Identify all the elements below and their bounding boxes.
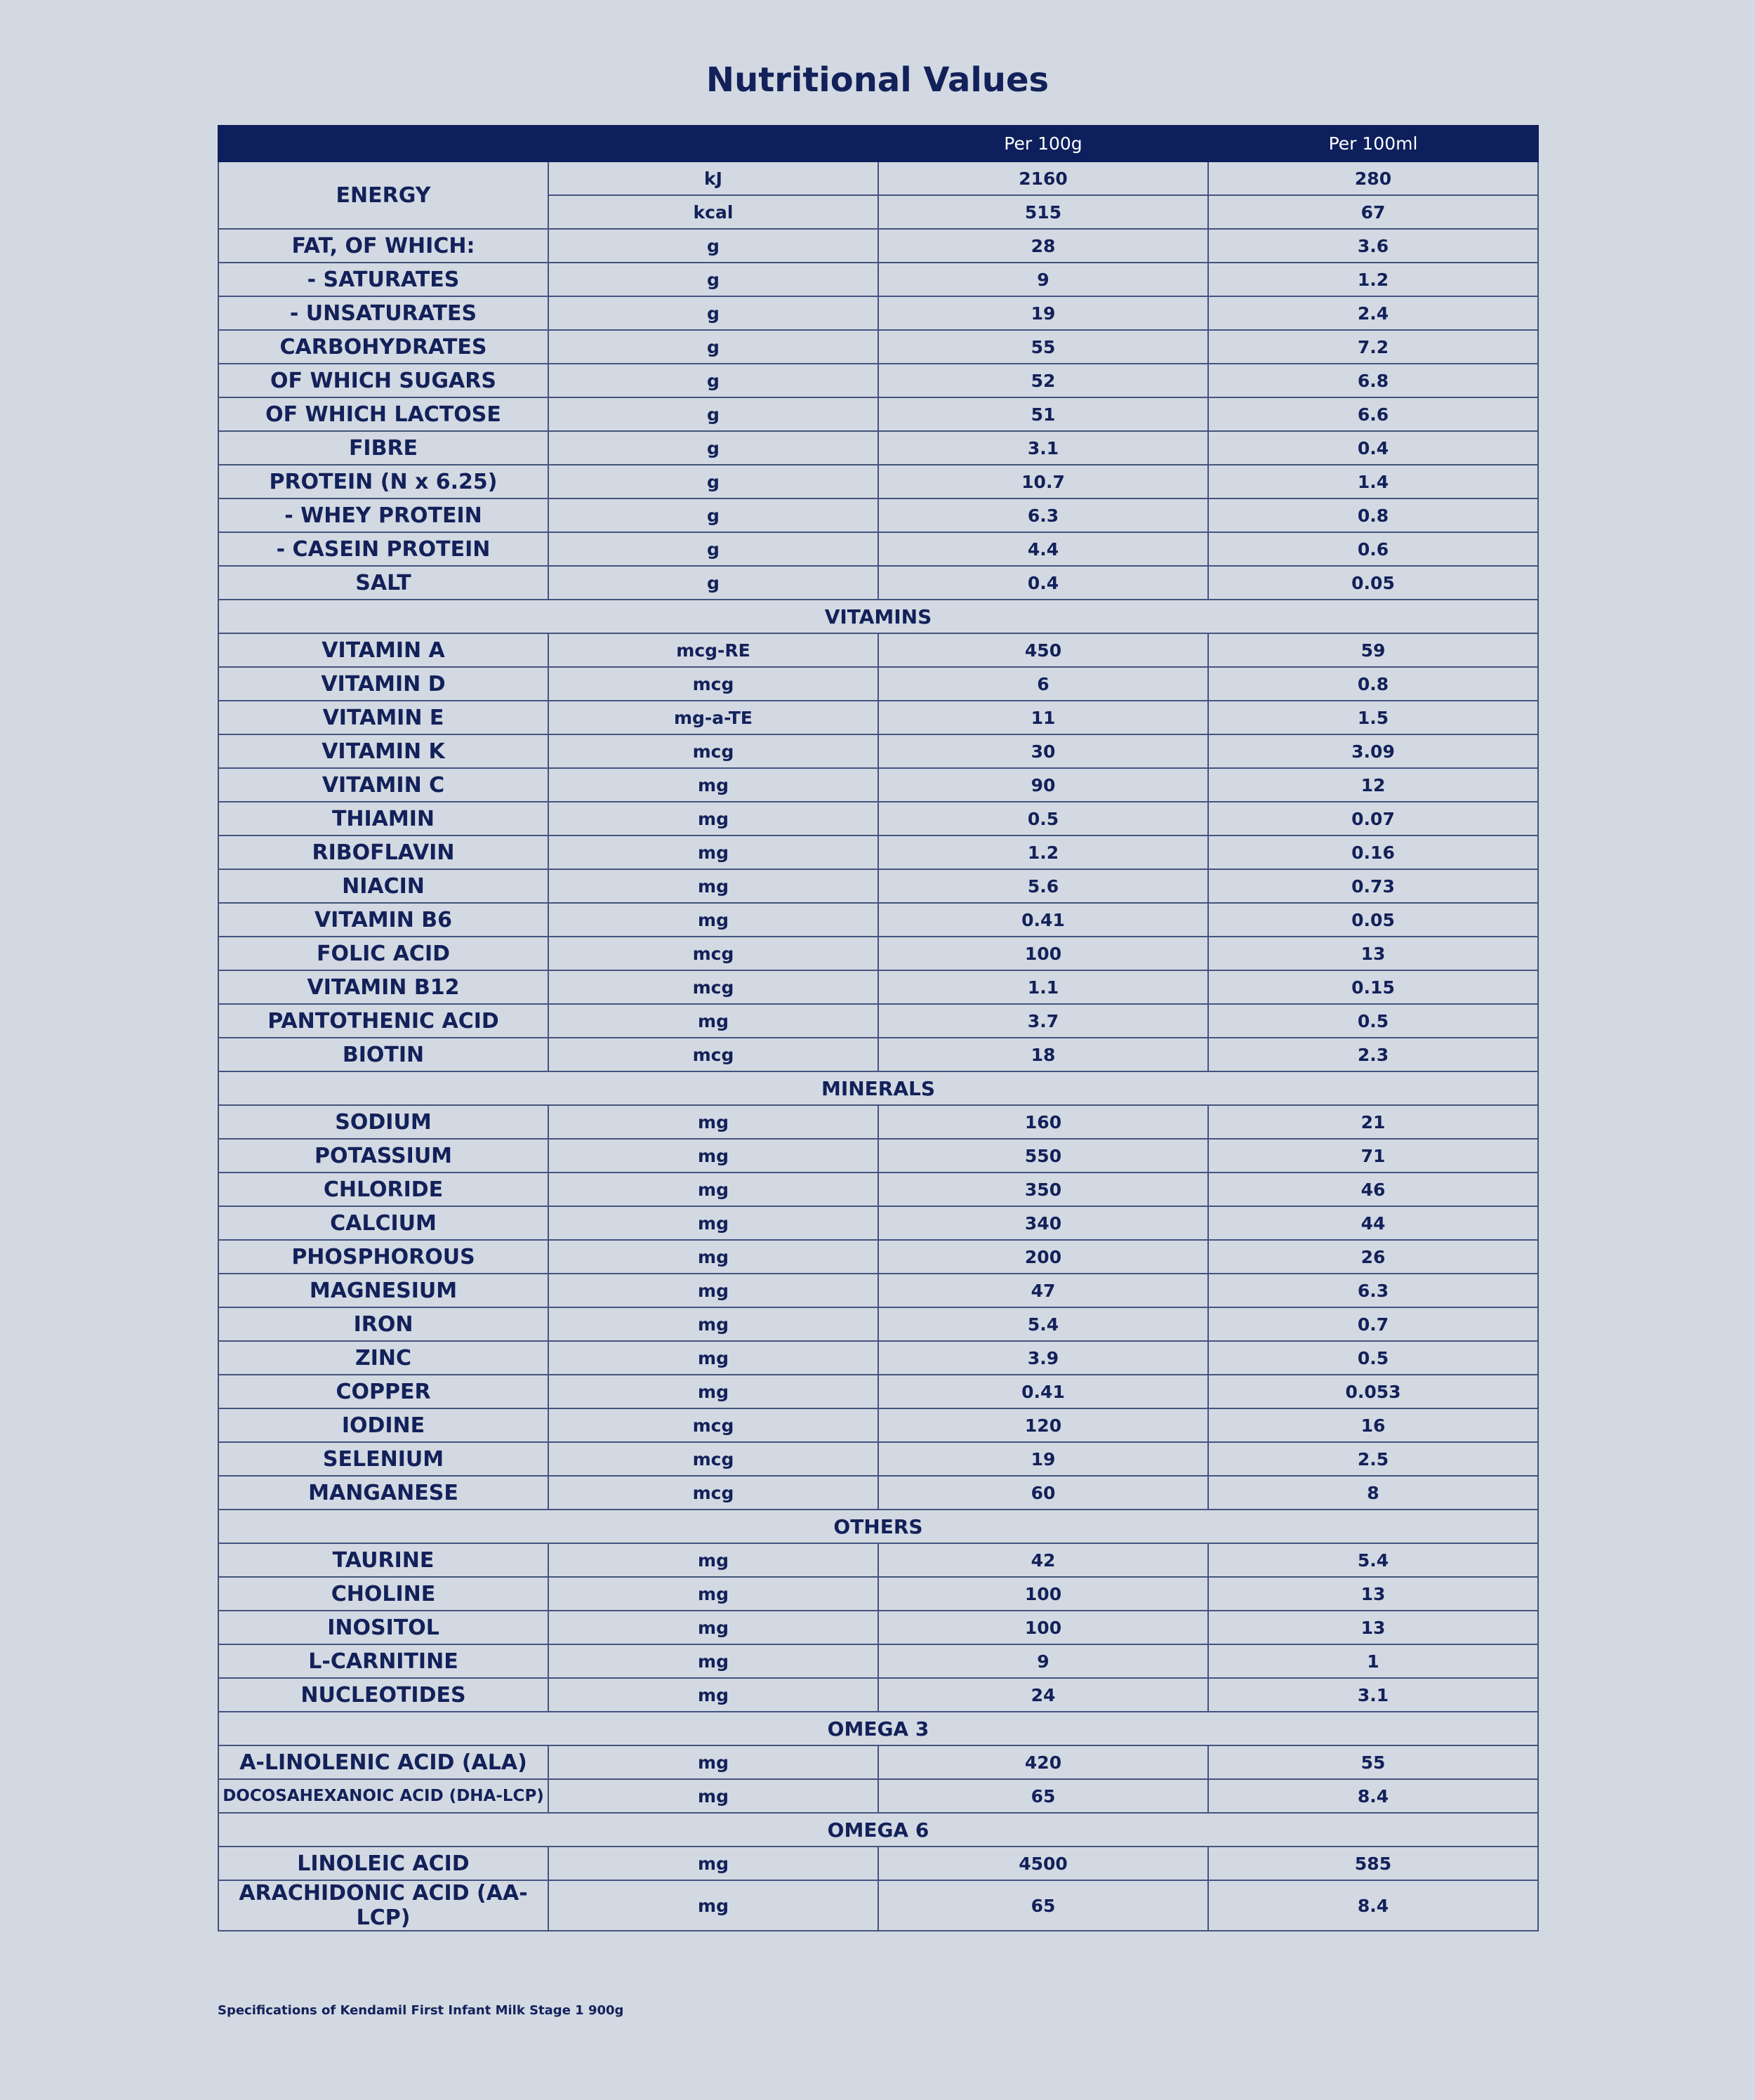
per-100g-cell: 18 <box>878 1038 1208 1071</box>
nutrient-name-cell: VITAMIN C <box>218 768 548 802</box>
per-100g-cell: 350 <box>878 1173 1208 1206</box>
nutrient-name-cell: MANGANESE <box>218 1476 548 1510</box>
unit-cell: mg <box>548 1375 878 1408</box>
per-100ml-cell: 16 <box>1208 1408 1538 1442</box>
table-row <box>218 903 1538 937</box>
per-100ml-cell: 55 <box>1208 1745 1538 1779</box>
per-100ml-cell: 1.2 <box>1208 263 1538 296</box>
per-100g-cell: 3.1 <box>878 431 1208 465</box>
per-100g-cell: 3.9 <box>878 1341 1208 1375</box>
per-100ml-cell: 8.4 <box>1208 1779 1538 1813</box>
unit-cell: mcg <box>548 1442 878 1476</box>
per-100ml-cell: 1.4 <box>1208 465 1538 498</box>
per-100ml-cell: 8 <box>1208 1476 1538 1510</box>
per-100ml-cell: 6.6 <box>1208 397 1538 431</box>
nutrient-name-cell: VITAMIN B12 <box>218 970 548 1004</box>
per-100g-cell: 65 <box>878 1880 1208 1931</box>
unit-cell: mcg <box>548 970 878 1004</box>
section-header-row <box>218 1813 1538 1847</box>
footnote: Specifications of Kendamil First Infant Milk Stage 1 900g <box>218 2003 624 2018</box>
per-100g-cell: 24 <box>878 1678 1208 1712</box>
unit-cell: mg <box>548 1274 878 1307</box>
unit-cell: mg <box>548 1678 878 1712</box>
nutrient-name-cell: ARACHIDONIC ACID (AA-LCP) <box>218 1880 548 1931</box>
table-row <box>218 1139 1538 1173</box>
nutrient-name-cell: A-LINOLENIC ACID (ALA) <box>218 1745 548 1779</box>
per-100g-cell: 100 <box>878 1577 1208 1611</box>
per-100ml-cell: 0.4 <box>1208 431 1538 465</box>
per-100ml-cell: 6.3 <box>1208 1274 1538 1307</box>
unit-cell: mg <box>548 1139 878 1173</box>
table-row <box>218 1847 1538 1880</box>
table-row <box>218 1611 1538 1644</box>
per-100ml-cell: 0.05 <box>1208 903 1538 937</box>
per-100ml-cell: 2.4 <box>1208 296 1538 330</box>
unit-cell: g <box>548 229 878 263</box>
per-100g-cell: 19 <box>878 1442 1208 1476</box>
nutrient-name-cell: CHLORIDE <box>218 1173 548 1206</box>
unit-cell: mcg <box>548 667 878 701</box>
per-100g-cell: 1.2 <box>878 836 1208 869</box>
per-100g-cell: 19 <box>878 296 1208 330</box>
unit-cell: mg <box>548 1341 878 1375</box>
per-100g-cell: 65 <box>878 1779 1208 1813</box>
per-100g-cell: 9 <box>878 1644 1208 1678</box>
nutrient-name-cell: RIBOFLAVIN <box>218 836 548 869</box>
nutrient-name-cell: CHOLINE <box>218 1577 548 1611</box>
header-per-100g: Per 100g <box>878 126 1208 161</box>
per-100ml-cell: 26 <box>1208 1240 1538 1274</box>
unit-cell: mg-a-TE <box>548 701 878 734</box>
table-row <box>218 566 1538 600</box>
unit-cell: mg <box>548 1206 878 1240</box>
table-row <box>218 1577 1538 1611</box>
per-100ml-cell: 0.73 <box>1208 869 1538 903</box>
table-row <box>218 1240 1538 1274</box>
unit-cell: mg <box>548 1105 878 1139</box>
table-row <box>218 734 1538 768</box>
nutrient-name-cell: IODINE <box>218 1408 548 1442</box>
unit-cell: mcg <box>548 1476 878 1510</box>
per-100ml-cell: 0.7 <box>1208 1307 1538 1341</box>
per-100g-cell: 55 <box>878 330 1208 364</box>
header-blank <box>218 126 878 161</box>
per-100g-cell: 0.41 <box>878 1375 1208 1408</box>
per-100g-cell: 3.7 <box>878 1004 1208 1038</box>
table-row <box>218 229 1538 263</box>
per-100g-cell: 5.6 <box>878 869 1208 903</box>
per-100ml-cell: 0.8 <box>1208 667 1538 701</box>
nutrient-name-cell: OF WHICH LACTOSE <box>218 397 548 431</box>
per-100ml-cell: 280 <box>1208 161 1538 195</box>
unit-cell: mcg-RE <box>548 633 878 667</box>
unit-cell: g <box>548 263 878 296</box>
per-100g-cell: 160 <box>878 1105 1208 1139</box>
per-100g-cell: 60 <box>878 1476 1208 1510</box>
per-100g-cell: 2160 <box>878 161 1208 195</box>
per-100g-cell: 6 <box>878 667 1208 701</box>
table-row <box>218 1678 1538 1712</box>
table-row <box>218 1442 1538 1476</box>
per-100ml-cell: 46 <box>1208 1173 1538 1206</box>
table-row <box>218 633 1538 667</box>
per-100ml-cell: 0.15 <box>1208 970 1538 1004</box>
unit-cell: mg <box>548 869 878 903</box>
nutrient-name-cell: COPPER <box>218 1375 548 1408</box>
per-100g-cell: 120 <box>878 1408 1208 1442</box>
per-100ml-cell: 2.3 <box>1208 1038 1538 1071</box>
unit-cell: kcal <box>548 195 878 229</box>
per-100g-cell: 52 <box>878 364 1208 397</box>
per-100ml-cell: 0.053 <box>1208 1375 1538 1408</box>
unit-cell: mg <box>548 768 878 802</box>
nutrient-name-cell: MAGNESIUM <box>218 1274 548 1307</box>
table-row <box>218 465 1538 498</box>
nutrient-name-cell: PANTOTHENIC ACID <box>218 1004 548 1038</box>
unit-cell: mg <box>548 802 878 836</box>
nutrient-name-cell: BIOTIN <box>218 1038 548 1071</box>
per-100g-cell: 5.4 <box>878 1307 1208 1341</box>
section-title: VITAMINS <box>218 600 1538 633</box>
unit-cell: mg <box>548 1779 878 1813</box>
nutrient-name-cell: - UNSATURATES <box>218 296 548 330</box>
unit-cell: mg <box>548 1004 878 1038</box>
per-100g-cell: 9 <box>878 263 1208 296</box>
nutrient-name-cell: FOLIC ACID <box>218 937 548 970</box>
table-row <box>218 330 1538 364</box>
per-100ml-cell: 67 <box>1208 195 1538 229</box>
table-row <box>218 263 1538 296</box>
per-100g-cell: 0.41 <box>878 903 1208 937</box>
per-100g-cell: 100 <box>878 937 1208 970</box>
table-row <box>218 802 1538 836</box>
nutrient-name-cell: DOCOSAHEXANOIC ACID (DHA-LCP) <box>218 1779 548 1813</box>
per-100g-cell: 11 <box>878 701 1208 734</box>
per-100ml-cell: 44 <box>1208 1206 1538 1240</box>
per-100ml-cell: 585 <box>1208 1847 1538 1880</box>
unit-cell: mg <box>548 903 878 937</box>
nutrient-name-cell: IRON <box>218 1307 548 1341</box>
per-100ml-cell: 2.5 <box>1208 1442 1538 1476</box>
unit-cell: mg <box>548 1880 878 1931</box>
per-100ml-cell: 13 <box>1208 1577 1538 1611</box>
nutrient-name-cell: FIBRE <box>218 431 548 465</box>
per-100ml-cell: 3.09 <box>1208 734 1538 768</box>
per-100g-cell: 0.4 <box>878 566 1208 600</box>
table-row <box>218 498 1538 532</box>
nutrient-name-cell: SODIUM <box>218 1105 548 1139</box>
per-100g-cell: 90 <box>878 768 1208 802</box>
table-row <box>218 1880 1538 1931</box>
unit-cell: mg <box>548 1644 878 1678</box>
table-row <box>218 1274 1538 1307</box>
table-row <box>218 701 1538 734</box>
nutrient-name-cell: VITAMIN E <box>218 701 548 734</box>
per-100ml-cell: 0.8 <box>1208 498 1538 532</box>
per-100g-cell: 515 <box>878 195 1208 229</box>
per-100ml-cell: 3.6 <box>1208 229 1538 263</box>
nutrient-name-cell: FAT, OF WHICH: <box>218 229 548 263</box>
per-100ml-cell: 3.1 <box>1208 1678 1538 1712</box>
per-100ml-cell: 5.4 <box>1208 1543 1538 1577</box>
unit-cell: kJ <box>548 161 878 195</box>
table-row <box>218 768 1538 802</box>
nutrient-name-cell: CALCIUM <box>218 1206 548 1240</box>
section-header-row <box>218 1712 1538 1745</box>
per-100ml-cell: 8.4 <box>1208 1880 1538 1931</box>
unit-cell: g <box>548 498 878 532</box>
nutrient-name-cell: NIACIN <box>218 869 548 903</box>
table-row <box>218 1408 1538 1442</box>
table-row <box>218 1307 1538 1341</box>
nutrient-name-cell: PROTEIN (N x 6.25) <box>218 465 548 498</box>
unit-cell: mg <box>548 1173 878 1206</box>
table-row <box>218 1543 1538 1577</box>
table-row <box>218 1105 1538 1139</box>
unit-cell: mg <box>548 1543 878 1577</box>
nutrient-name-cell: - CASEIN PROTEIN <box>218 532 548 566</box>
unit-cell: g <box>548 330 878 364</box>
table-row <box>218 532 1538 566</box>
section-title: OMEGA 3 <box>218 1712 1538 1745</box>
table-row <box>218 1341 1538 1375</box>
per-100ml-cell: 13 <box>1208 1611 1538 1644</box>
table-row <box>218 1004 1538 1038</box>
unit-cell: g <box>548 532 878 566</box>
table-row <box>218 970 1538 1004</box>
per-100g-cell: 28 <box>878 229 1208 263</box>
per-100ml-cell: 6.8 <box>1208 364 1538 397</box>
per-100g-cell: 550 <box>878 1139 1208 1173</box>
table-row <box>218 397 1538 431</box>
energy-label: ENERGY <box>218 161 548 229</box>
table-row-energy-kj <box>218 161 1538 195</box>
per-100g-cell: 10.7 <box>878 465 1208 498</box>
section-header-row <box>218 600 1538 633</box>
nutrition-table <box>218 125 1539 1931</box>
nutrient-name-cell: VITAMIN A <box>218 633 548 667</box>
unit-cell: mcg <box>548 937 878 970</box>
per-100g-cell: 450 <box>878 633 1208 667</box>
nutrient-name-cell: THIAMIN <box>218 802 548 836</box>
unit-cell: g <box>548 296 878 330</box>
per-100g-cell: 47 <box>878 1274 1208 1307</box>
per-100ml-cell: 21 <box>1208 1105 1538 1139</box>
per-100ml-cell: 0.6 <box>1208 532 1538 566</box>
table-row <box>218 1644 1538 1678</box>
nutrient-name-cell: NUCLEOTIDES <box>218 1678 548 1712</box>
per-100ml-cell: 0.16 <box>1208 836 1538 869</box>
header-per-100ml: Per 100ml <box>1208 126 1538 161</box>
section-title: OMEGA 6 <box>218 1813 1538 1847</box>
nutrient-name-cell: VITAMIN D <box>218 667 548 701</box>
per-100g-cell: 340 <box>878 1206 1208 1240</box>
per-100g-cell: 4.4 <box>878 532 1208 566</box>
unit-cell: g <box>548 397 878 431</box>
table-row <box>218 296 1538 330</box>
per-100ml-cell: 12 <box>1208 768 1538 802</box>
per-100g-cell: 4500 <box>878 1847 1208 1880</box>
unit-cell: mg <box>548 836 878 869</box>
unit-cell: g <box>548 364 878 397</box>
per-100g-cell: 30 <box>878 734 1208 768</box>
table-row <box>218 364 1538 397</box>
per-100ml-cell: 13 <box>1208 937 1538 970</box>
table-row <box>218 1038 1538 1071</box>
unit-cell: mg <box>548 1611 878 1644</box>
per-100ml-cell: 0.05 <box>1208 566 1538 600</box>
unit-cell: g <box>548 566 878 600</box>
table-row <box>218 869 1538 903</box>
per-100g-cell: 420 <box>878 1745 1208 1779</box>
section-header-row <box>218 1510 1538 1543</box>
unit-cell: mg <box>548 1240 878 1274</box>
table-row <box>218 667 1538 701</box>
nutrient-name-cell: VITAMIN B6 <box>218 903 548 937</box>
per-100ml-cell: 1 <box>1208 1644 1538 1678</box>
unit-cell: mg <box>548 1745 878 1779</box>
nutrient-name-cell: LINOLEIC ACID <box>218 1847 548 1880</box>
nutrient-name-cell: POTASSIUM <box>218 1139 548 1173</box>
table-row <box>218 1745 1538 1779</box>
unit-cell: mg <box>548 1847 878 1880</box>
section-title: MINERALS <box>218 1071 1538 1105</box>
unit-cell: g <box>548 431 878 465</box>
nutrient-name-cell: ZINC <box>218 1341 548 1375</box>
section-header-row <box>218 1071 1538 1105</box>
nutrient-name-cell: SELENIUM <box>218 1442 548 1476</box>
unit-cell: g <box>548 465 878 498</box>
nutrient-name-cell: L-CARNITINE <box>218 1644 548 1678</box>
nutrient-name-cell: - SATURATES <box>218 263 548 296</box>
per-100g-cell: 51 <box>878 397 1208 431</box>
table-row <box>218 1375 1538 1408</box>
unit-cell: mcg <box>548 734 878 768</box>
per-100g-cell: 200 <box>878 1240 1208 1274</box>
per-100ml-cell: 7.2 <box>1208 330 1538 364</box>
nutrient-name-cell: SALT <box>218 566 548 600</box>
per-100ml-cell: 1.5 <box>1208 701 1538 734</box>
nutrient-name-cell: - WHEY PROTEIN <box>218 498 548 532</box>
table-row <box>218 1779 1538 1813</box>
per-100g-cell: 0.5 <box>878 802 1208 836</box>
nutrient-name-cell: VITAMIN K <box>218 734 548 768</box>
table-row <box>218 1476 1538 1510</box>
unit-cell: mg <box>548 1307 878 1341</box>
table-row <box>218 937 1538 970</box>
unit-cell: mg <box>548 1577 878 1611</box>
table-header-row <box>218 126 1538 161</box>
nutrient-name-cell: OF WHICH SUGARS <box>218 364 548 397</box>
nutrient-name-cell: CARBOHYDRATES <box>218 330 548 364</box>
per-100g-cell: 100 <box>878 1611 1208 1644</box>
page-title: Nutritional Values <box>706 60 1049 100</box>
table-row <box>218 1173 1538 1206</box>
table-row <box>218 431 1538 465</box>
per-100ml-cell: 59 <box>1208 633 1538 667</box>
per-100g-cell: 1.1 <box>878 970 1208 1004</box>
unit-cell: mcg <box>548 1038 878 1071</box>
nutrient-name-cell: PHOSPHOROUS <box>218 1240 548 1274</box>
per-100ml-cell: 71 <box>1208 1139 1538 1173</box>
section-title: OTHERS <box>218 1510 1538 1543</box>
per-100g-cell: 42 <box>878 1543 1208 1577</box>
unit-cell: mcg <box>548 1408 878 1442</box>
per-100g-cell: 6.3 <box>878 498 1208 532</box>
per-100ml-cell: 0.5 <box>1208 1004 1538 1038</box>
per-100ml-cell: 0.07 <box>1208 802 1538 836</box>
nutrient-name-cell: INOSITOL <box>218 1611 548 1644</box>
per-100ml-cell: 0.5 <box>1208 1341 1538 1375</box>
table-row <box>218 1206 1538 1240</box>
table-row <box>218 836 1538 869</box>
nutrient-name-cell: TAURINE <box>218 1543 548 1577</box>
